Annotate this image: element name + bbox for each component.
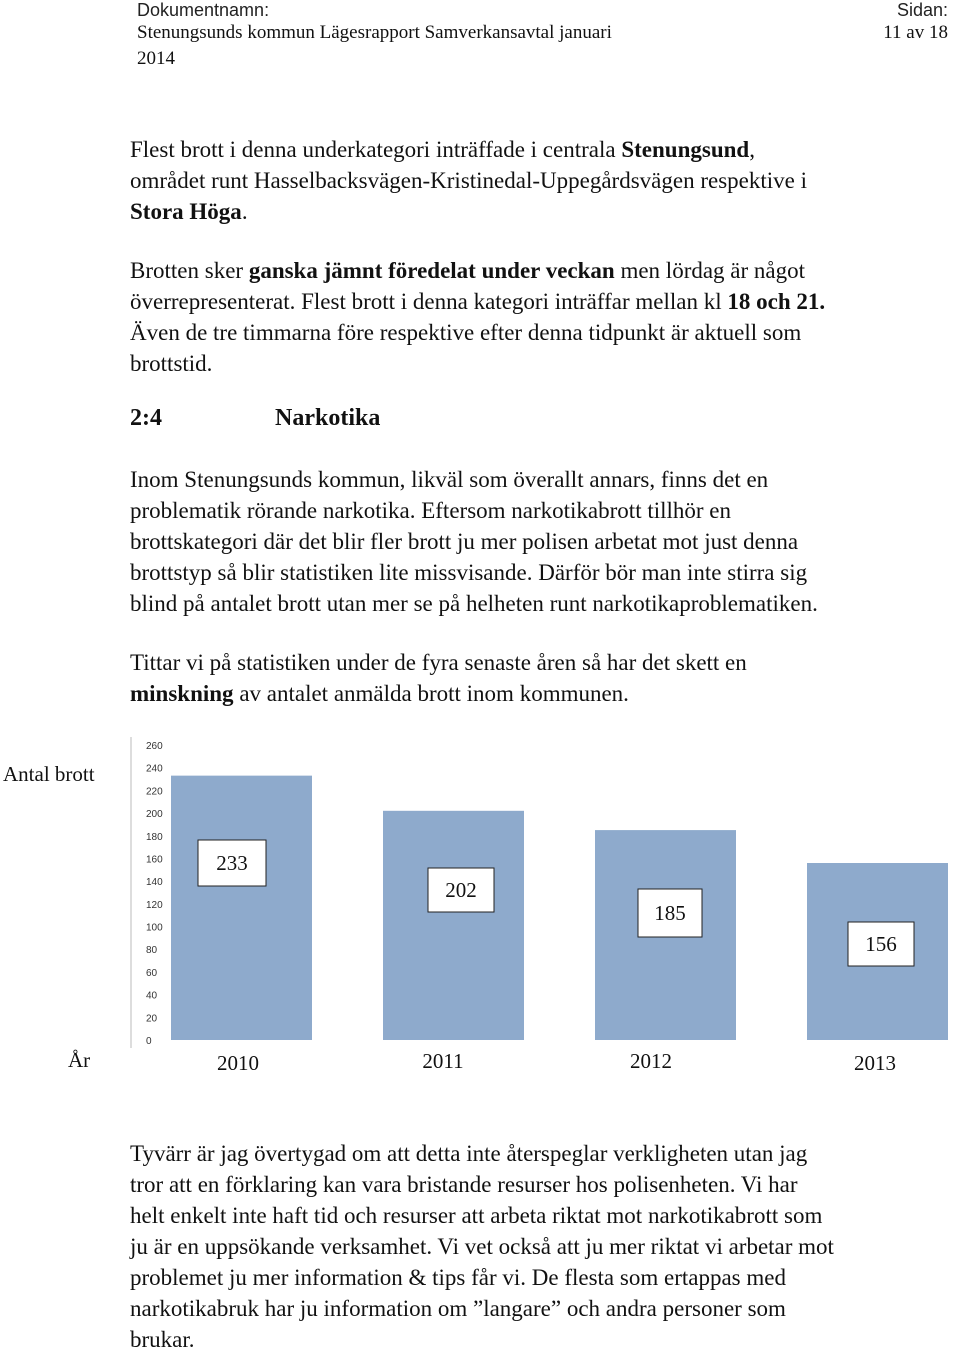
section-title: Narkotika — [275, 405, 381, 431]
value-label: 156 — [865, 932, 897, 956]
doc-name-label: Dokumentnamn: — [137, 0, 270, 20]
page-number: 11 av 18 — [883, 22, 948, 43]
value-label: 185 — [654, 901, 686, 925]
paragraph-intro: Inom Stenungsunds kommun, likväl som överallt annars, finns det en problematik rörande narkotika. Eftersom narkotikabrott tillhör en brottskategori där det blir fler brott ju mer polisen arbetat mot just denna brottstyp så blir statistiken lite missvisande. Därför bör man inte stirra sig blind på antalet brott utan mer se på helheten runt narkotikaproblematiken. — [130, 467, 818, 616]
y-tick-label: 60 — [146, 967, 158, 979]
y-tick-label: 40 — [146, 990, 158, 1002]
bar-2010 — [171, 776, 312, 1040]
x-tick-label: 2013 — [854, 1051, 896, 1075]
x-axis-label: År — [68, 1048, 91, 1072]
y-tick-label: 0 — [146, 1036, 152, 1047]
page-label: Sidan: — [896, 0, 948, 20]
y-tick-label: 160 — [146, 854, 163, 866]
y-tick-label: 200 — [146, 809, 163, 821]
y-tick-label: 120 — [146, 899, 163, 911]
x-tick-label: 2010 — [217, 1051, 259, 1075]
y-tick-label: 220 — [146, 786, 163, 798]
doc-title: Stenungsunds kommun Lägesrapport Samverkansavtal januari — [137, 22, 612, 43]
paragraph-statistics: Tittar vi på statistiken under de fyra senaste åren så har det skett en minskning av antalet anmälda brott inom kommunen. — [130, 650, 747, 706]
section-number: 2:4 — [130, 405, 162, 431]
paragraph-conclusion: Tyvärr är jag övertygad om att detta inte återspeglar verkligheten utan jag tror att en förklaring kan vara bristande resurser hos polisenheten. Vi har helt enkelt inte haft tid och resurser att arbeta riktat mot narkotikabrott som ju är en uppsökande verksamhet. Vi vet också att ju mer riktat vi arbetar mot problemet ju mer information & tips får vi. De flesta som ertappas med narkotikabruk har ju information om ”langare” och andra personer som brukar. — [130, 1141, 834, 1352]
x-tick-label: 2012 — [630, 1049, 672, 1073]
y-tick-label: 80 — [146, 945, 158, 957]
y-tick-label: 240 — [146, 763, 163, 775]
value-label: 233 — [216, 851, 248, 875]
y-tick-label: 140 — [146, 877, 163, 889]
y-tick-label: 100 — [146, 922, 163, 934]
y-tick-label: 260 — [146, 741, 163, 752]
value-label: 202 — [445, 878, 477, 902]
x-tick-label: 2011 — [422, 1049, 464, 1073]
doc-year: 2014 — [137, 48, 175, 69]
bar-2011 — [383, 811, 524, 1040]
y-tick-label: 20 — [146, 1013, 158, 1025]
paragraph-timing: Brotten sker ganska jämnt föredelat under veckan men lördag är något överrepresenterat. Flest brott i denna kategori inträffar mellan kl 18 och 21. Även de tre timmarna före respektive efter denna tidpunkt är aktuell som brottstid. — [130, 258, 826, 376]
y-axis-label: Antal brott — [3, 762, 95, 786]
y-tick-label: 180 — [146, 831, 163, 843]
paragraph-location: Flest brott i denna underkategori inträffade i centrala Stenungsund, området runt Hasselbacksvägen-Kristinedal-Uppegårdsvägen respektive i Stora Höga. — [130, 137, 807, 224]
